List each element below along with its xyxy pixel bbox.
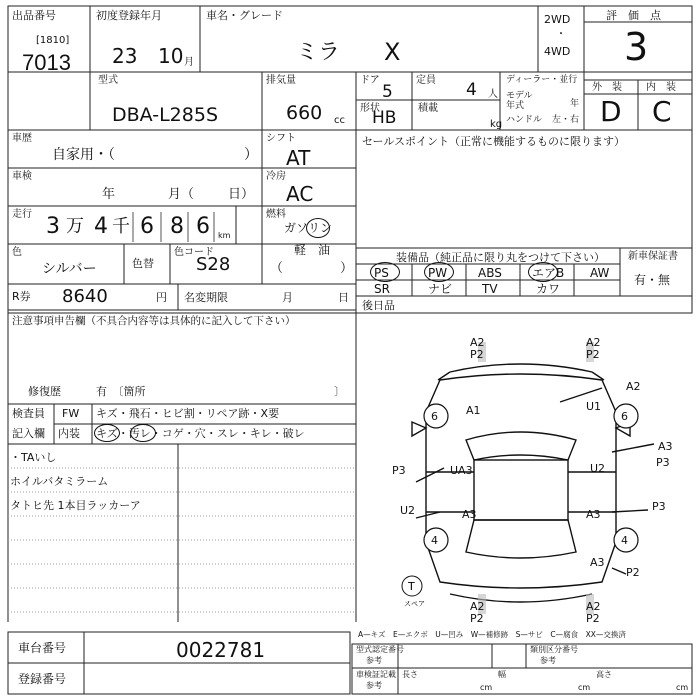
color-code-label: 色コード <box>174 247 214 258</box>
inspector-interior-items: キズ・汚レ・コゲ・穴・スレ・キレ・破レ <box>96 427 305 440</box>
displacement-label: 排気量 <box>266 75 296 86</box>
remark-line-1: ・TAいし <box>10 451 57 464</box>
doors-label: ドア <box>360 75 380 86</box>
handle-options: 左・右 <box>552 115 580 125</box>
mark-p3-right-front-door: P3 <box>656 456 670 469</box>
remark-line-2: ホイルバタミラーム <box>10 475 109 488</box>
size-label: 車検証記載 <box>356 670 396 679</box>
model-cert-label: 型式認定番号 <box>356 645 404 654</box>
car-name: ミラ <box>296 40 341 65</box>
car-name-grade-label: 車名・グレード <box>206 9 283 22</box>
recycle-unit: 円 <box>156 291 167 304</box>
lot-sub-code: [1810] <box>36 35 70 46</box>
fuel-light-oil: 軽 油 <box>294 243 331 257</box>
mark-u2-right-door: U2 <box>590 462 606 475</box>
inspection-year-unit: 年 <box>102 187 116 202</box>
height-unit: cm <box>676 683 689 692</box>
shape-label: 形状 <box>360 103 380 114</box>
mileage-unit-km: km <box>218 231 231 240</box>
width-label: 幅 <box>498 670 506 679</box>
displacement-unit: cc <box>334 115 345 126</box>
inspector-label-2: 記入欄 <box>12 427 45 440</box>
equip-sr: SR <box>374 282 390 296</box>
load-label: 積載 <box>418 103 438 114</box>
width-unit: cm <box>578 683 591 692</box>
mileage-digit-3: 6 <box>140 214 154 239</box>
color-value: シルバー <box>42 261 97 277</box>
rear-window <box>466 520 576 558</box>
inspector-fw-items: キズ・飛石・ヒビ割・リペア跡・X要 <box>96 407 280 420</box>
history-value: 自家用・（ <box>52 147 115 163</box>
mileage-unit-man: 万 <box>66 216 84 237</box>
inspector-fw-label: FW <box>62 407 80 420</box>
exterior-label: 外 装 <box>592 82 622 93</box>
class-number-label: 類別区分番号 <box>530 645 578 654</box>
dealer-label: ディーラー・並行 <box>506 75 578 85</box>
length-unit: cm <box>480 683 493 692</box>
chassis-value: 0022781 <box>176 638 266 662</box>
equip-ps-circle <box>370 262 400 282</box>
repair-history-close: 〕 <box>334 385 345 398</box>
model-year-unit: 年 <box>570 99 580 109</box>
mark-a3-rear-fender: A3 <box>590 556 605 569</box>
mark-a2-front-fender: A2 <box>626 380 641 393</box>
new-warranty-label: 新車保証書 <box>628 251 678 262</box>
recycle-value: 8640 <box>62 286 108 307</box>
damage-legend: A—キズ E—エクボ U—凹み W—補修跡 S—サビ C—腐食 XX—交換済 <box>358 630 626 639</box>
fuel-open: （ <box>270 261 284 276</box>
drive-separator: ・ <box>556 29 566 40</box>
mark-p2-rear-left: P2 <box>470 612 484 625</box>
mark-ua3-left-door: UA3 <box>450 464 473 477</box>
shape-value: HB <box>372 108 397 128</box>
repair-history-value: 有 〔箇所 <box>96 385 146 398</box>
score-value: 3 <box>624 25 649 69</box>
windshield <box>466 432 576 460</box>
aircon-value: AC <box>286 182 314 206</box>
notes-label: 注意事項申告欄（不具合内容等は具体的に記入して下さい） <box>12 315 296 327</box>
fuel-gasoline: ガソリン <box>284 221 333 235</box>
mark-p2-rear-fender: P2 <box>626 566 640 579</box>
fuel-label: 燃料 <box>266 209 286 220</box>
capacity-unit: 人 <box>488 89 498 100</box>
inspection-day-unit: 日） <box>228 187 255 202</box>
interior-grade: C <box>652 95 672 128</box>
equip-airbag: エアB <box>532 266 565 280</box>
recycle-label: R券 <box>12 290 31 303</box>
model-year-label2: 年式 <box>506 101 525 111</box>
load-unit: kg <box>490 119 503 130</box>
doors-value: 5 <box>382 82 393 102</box>
history-close: ） <box>244 147 258 163</box>
mark-a2-front-left: A2 <box>470 336 485 349</box>
handle-label: ハンドル <box>506 115 543 125</box>
mark-u1-hood-right: U1 <box>586 400 602 413</box>
first-registration-year: 23 <box>112 44 138 68</box>
exterior-grade: D <box>600 95 622 128</box>
name-change-label: 名変期限 <box>184 291 228 304</box>
mark-a2-rear-right: A2 <box>586 600 601 613</box>
mark-a3-right-front-door: A3 <box>658 440 673 453</box>
equip-aw: AW <box>590 266 610 280</box>
remark-line-3: タトヒ先 1本目ラッカーア <box>10 499 141 512</box>
mark-a1-hood-left: A1 <box>466 404 481 417</box>
mark-p3-left-front-door: P3 <box>392 464 406 477</box>
mark-a2-front-right: A2 <box>586 336 601 349</box>
roof <box>474 460 568 520</box>
post-day-label: 後日品 <box>362 299 395 312</box>
model-label: 型式 <box>98 75 118 86</box>
interior-label: 内 装 <box>646 82 676 93</box>
class-number-sub: 参考 <box>540 656 556 665</box>
mark-a2-rear-left: A2 <box>470 600 485 613</box>
first-registration-month: 10 <box>158 44 184 68</box>
mark-p2-front-left: P2 <box>470 348 484 361</box>
color-label: 色 <box>12 247 22 258</box>
model-year-label: モデル <box>506 91 533 101</box>
mileage-digit-1: 3 <box>46 214 60 239</box>
model-cert-sub: 参考 <box>366 656 382 665</box>
equipment-label: 装備品（純正品に限り丸をつけて下さい） <box>396 251 605 264</box>
mileage-unit-sen: 千 <box>112 216 130 237</box>
wheel-rear-right-4: 4 <box>621 534 628 547</box>
history-label: 車歴 <box>12 133 32 144</box>
interior-stain-circle <box>130 424 156 442</box>
mileage-digit-5: 6 <box>196 214 210 239</box>
new-warranty-value: 有・無 <box>634 273 671 287</box>
shift-value: AT <box>286 146 311 170</box>
drive-4wd: 4WD <box>544 45 571 58</box>
mark-a3-left-rear-door: A3 <box>462 508 477 521</box>
name-change-day-unit: 日 <box>338 291 349 304</box>
length-label: 長さ <box>402 670 418 679</box>
repair-history-label: 修復歴 <box>28 385 61 398</box>
name-change-month-unit: 月 <box>282 291 293 304</box>
front-bumper <box>450 364 592 372</box>
mark-u2-left-rear-door: U2 <box>400 504 416 517</box>
lot-number: 7013 <box>22 50 71 75</box>
capacity-label: 定員 <box>416 75 436 86</box>
mark-a3-right-rear-door: A3 <box>586 508 601 521</box>
inspector-label-1: 検査員 <box>12 407 45 420</box>
shift-label: シフト <box>266 133 296 144</box>
wheel-front-left-6: 6 <box>431 410 438 423</box>
lot-number-label: 出品番号 <box>12 9 56 22</box>
mileage-digit-4: 8 <box>170 214 184 239</box>
size-sub: 参考 <box>366 681 382 690</box>
spare-tire-mark: T <box>408 580 415 593</box>
score-label: 評 価 点 <box>606 9 661 22</box>
mark-p3-right-rear-door: P3 <box>652 500 666 513</box>
mileage-label: 走行 <box>12 209 32 220</box>
displacement-value: 660 <box>286 102 323 124</box>
interior-scratch-circle <box>94 424 120 442</box>
spare-tire-label: スペア <box>404 600 425 608</box>
registration-label: 登録番号 <box>18 672 67 686</box>
color-code-value: S28 <box>196 254 231 275</box>
color-change-label: 色替 <box>132 257 154 270</box>
sales-points-label: セールスポイント（正常に機能するものに限ります） <box>362 135 626 148</box>
chassis-label: 車台番号 <box>18 641 67 655</box>
equip-airbag-circle <box>528 262 558 282</box>
mileage-digit-2: 4 <box>94 214 108 239</box>
wheel-front-right-6: 6 <box>621 410 628 423</box>
car-damage-diagram <box>380 332 700 627</box>
inspection-month-unit: 月（ <box>168 187 195 202</box>
equip-ps: PS <box>374 266 389 280</box>
mark-p2-front-right: P2 <box>586 348 600 361</box>
equip-pw: PW <box>428 266 448 280</box>
aircon-label: 冷房 <box>266 171 286 182</box>
equip-pw-circle <box>424 262 454 282</box>
first-registration-month-unit: 月 <box>184 57 194 68</box>
equip-navi: ナビ <box>428 282 453 296</box>
inspector-interior-label: 内装 <box>58 427 80 440</box>
car-grade: X <box>384 38 401 66</box>
first-registration-label: 初度登録年月 <box>96 9 162 22</box>
drive-2wd: 2WD <box>544 13 571 26</box>
model-value: DBA-L285S <box>112 104 219 126</box>
fuel-close: ） <box>340 261 354 276</box>
capacity-value: 4 <box>466 80 477 100</box>
inspection-label: 車検 <box>12 171 32 182</box>
equip-leather: カワ <box>536 282 561 296</box>
left-mirror <box>412 422 426 436</box>
equip-abs: ABS <box>478 266 502 280</box>
mark-p2-rear-right: P2 <box>586 612 600 625</box>
wheel-rear-left-4: 4 <box>431 534 438 547</box>
equip-tv: TV <box>482 282 498 296</box>
height-label: 高さ <box>596 670 612 679</box>
